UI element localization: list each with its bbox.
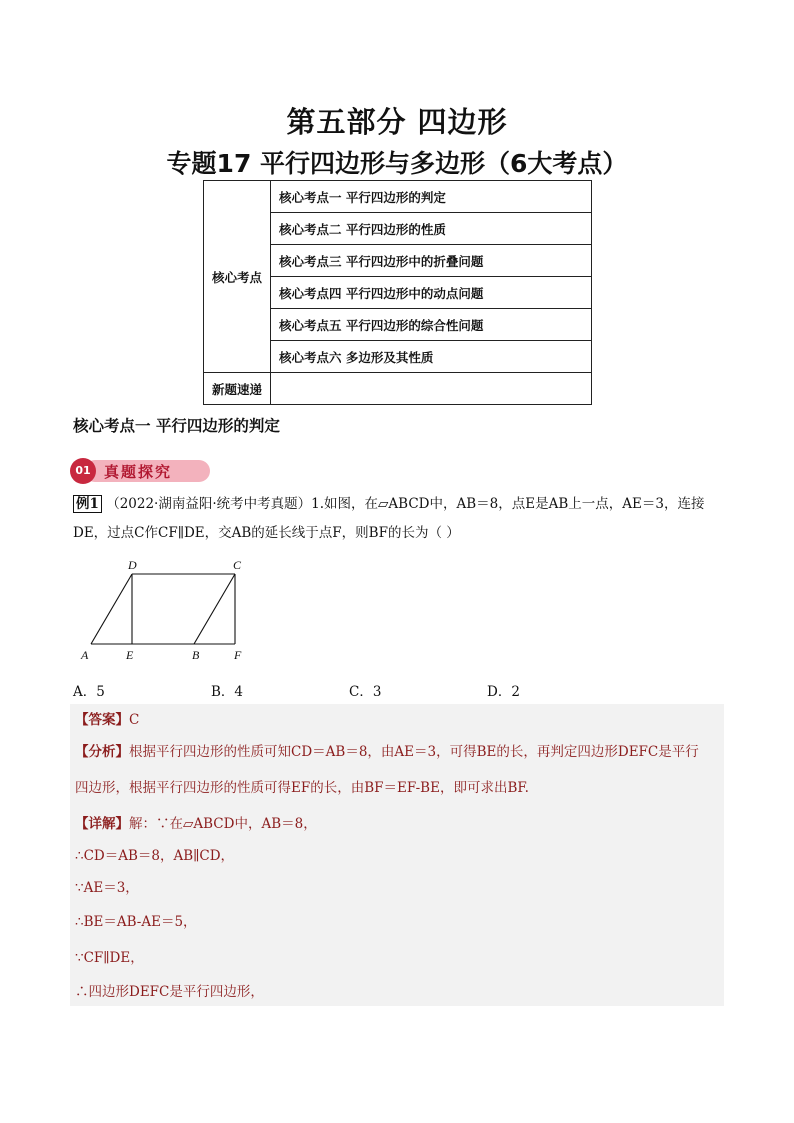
analysis-text: 根据平行四边形的性质可知CD＝AB＝8，由AE＝3，可得BE的长，再判定四边形DEFC是平行 (129, 744, 699, 760)
detail-step: ∵AE＝3， (75, 880, 139, 896)
analysis-tag: 【分析】 (75, 744, 129, 760)
detail-tag: 【详解】 (75, 816, 129, 832)
answer-line (75, 710, 720, 730)
detail-step: ∴BE＝AB-AE＝5， (75, 914, 197, 930)
core-points-label: 核心考点 (204, 181, 271, 373)
topic-title: 专题17 平行四边形与多边形（6大考点） (166, 149, 628, 178)
geometry-diagram (73, 555, 263, 667)
part-title: 第五部分 四边形 (286, 105, 508, 139)
point-label-d: D (128, 558, 137, 572)
core-point-item: 核心考点六 多边形及其性质 (271, 341, 592, 373)
point-label-b: B (192, 648, 200, 662)
banner-number: 01 (70, 458, 96, 484)
answer-tag: 【答案】 (75, 712, 129, 728)
example-label: 例1 (73, 495, 102, 513)
analysis-line-1 (75, 742, 720, 762)
new-questions-label: 新题速递 (204, 373, 271, 405)
answer-options (73, 680, 673, 700)
example-text: （2022·湖南益阳·统考中考真题）1.如图，在▱ABCD中，AB＝8，点E是AB上一点，AE＝3，连接 (106, 496, 705, 512)
option-b: B．4 (211, 684, 244, 700)
example-line-2: DE，过点C作CF∥DE，交AB的延长线于点F，则BF的长为（ ） (73, 525, 460, 541)
analysis-line-2: 四边形，根据平行四边形的性质可得EF的长，由BF＝EF-BE，即可求出BF. (75, 780, 529, 796)
core-points-table (203, 180, 592, 405)
option-d: D．2 (487, 684, 520, 700)
option-a: A．5 (73, 684, 105, 700)
detail-step: 解：∵在▱ABCD中，AB＝8， (129, 816, 317, 832)
core-point-item: 核心考点三 平行四边形中的折叠问题 (271, 245, 592, 277)
detail-step: ∴CD＝AB＝8，AB∥CD， (75, 848, 235, 864)
core-point-item: 核心考点四 平行四边形中的动点问题 (271, 277, 592, 309)
point-label-f: F (234, 648, 242, 662)
detail-step: ∵CF∥DE， (75, 950, 144, 966)
answer-value: C (129, 712, 140, 728)
option-c: C．3 (349, 684, 382, 700)
core-point-item: 核心考点五 平行四边形的综合性问题 (271, 309, 592, 341)
banner-text: 真题探究 (104, 463, 173, 481)
new-questions-cell (271, 373, 592, 405)
point-label-a: A (81, 648, 89, 662)
core-point-item: 核心考点二 平行四边形的性质 (271, 213, 592, 245)
detail-step: ∴四边形DEFC是平行四边形， (75, 984, 264, 1000)
example-line-1 (73, 494, 723, 514)
line-bc (194, 574, 235, 644)
parallelogram-figure (73, 555, 263, 671)
detail-line (75, 814, 720, 834)
line-ad (91, 574, 132, 644)
section-heading: 核心考点一 平行四边形的判定 (73, 416, 280, 435)
section-banner (70, 458, 212, 484)
core-point-item: 核心考点一 平行四边形的判定 (271, 181, 592, 213)
point-label-e: E (126, 648, 134, 662)
point-label-c: C (233, 558, 242, 572)
